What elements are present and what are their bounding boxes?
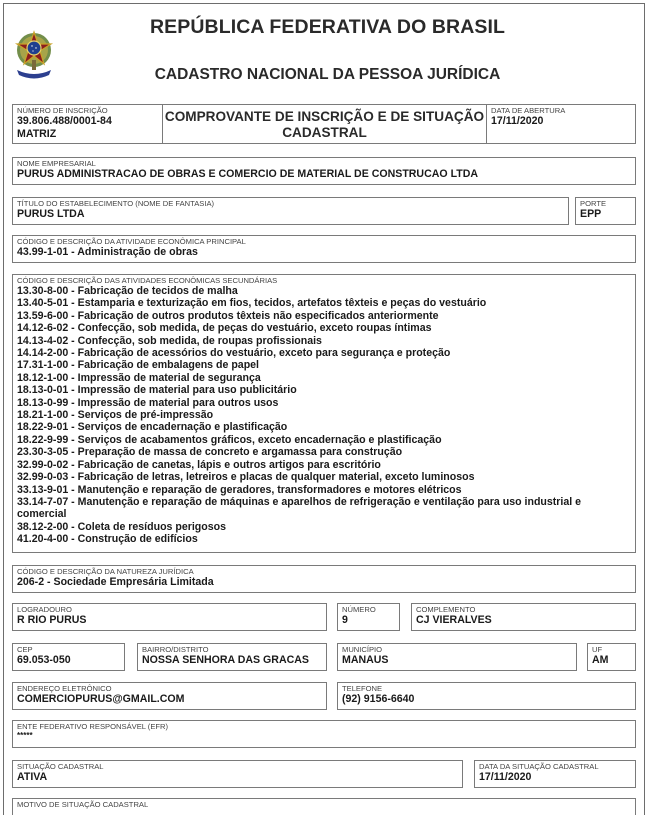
complemento-box [411, 603, 636, 631]
data-situacao-label: DATA DA SITUAÇÃO CADASTRAL [479, 762, 599, 771]
data-situacao-value: 17/11/2020 [479, 771, 532, 783]
atividade-secundaria-item: 13.40-5-01 - Estamparia e texturização em fios, tecidos, artefatos têxteis e peças do vestuário [17, 297, 487, 310]
bairro-box [137, 643, 327, 671]
inscricao-number: 39.806.488/0001-84 [17, 115, 112, 127]
numero-label: NÚMERO [342, 605, 376, 614]
complemento-value: CJ VIERALVES [416, 614, 492, 626]
telefone-value: (92) 9156-6640 [342, 693, 415, 705]
data-situacao-box [474, 760, 636, 788]
atividade-secundaria-item: 18.22-9-99 - Serviços de acabamentos gráficos, exceto encadernação e plastificação [17, 433, 442, 446]
porte-value: EPP [580, 208, 602, 220]
municipio-value: MANAUS [342, 654, 389, 666]
municipio-label: MUNICÍPIO [342, 645, 383, 654]
cep-value: 69.053-050 [17, 654, 71, 666]
complemento-label: COMPLEMENTO [416, 605, 476, 614]
logradouro-box [12, 603, 327, 631]
atividade-secundaria-item: 41.20-4-00 - Construção de edifícios [17, 533, 198, 546]
inscricao-label: NÚMERO DE INSCRIÇÃO [17, 106, 108, 115]
efr-box [12, 720, 636, 748]
abertura-label: DATA DE ABERTURA [491, 106, 566, 115]
email-box [12, 682, 327, 710]
atividade-secundaria-item: 13.59-6-00 - Fabricação de outros produtos têxteis não especificados anteriormente [17, 309, 439, 322]
motivo-label: MOTIVO DE SITUAÇÃO CADASTRAL [17, 800, 149, 809]
porte-box [575, 197, 636, 225]
atividade-secundaria-item: 18.12-1-00 - Impressão de material de segurança [17, 371, 261, 384]
comprovante-box [162, 104, 487, 144]
cep-box [12, 643, 125, 671]
natureza-juridica-box [12, 565, 636, 593]
telefone-box [337, 682, 636, 710]
atividades-secundarias-box [12, 274, 636, 553]
atividade-secundaria-item: 14.12-6-02 - Confecção, sob medida, de peças do vestuário, exceto roupas íntimas [17, 322, 432, 335]
atividade-secundaria-item: 32.99-0-02 - Fabricação de canetas, lápis e outros artigos para escritório [17, 458, 381, 471]
uf-box [587, 643, 636, 671]
abertura-date: 17/11/2020 [491, 115, 544, 127]
atividade-secundaria-item: 18.21-1-00 - Serviços de pré-impressão [17, 409, 214, 422]
atividade-principal-value: 43.99-1-01 - Administração de obras [17, 246, 198, 258]
logradouro-label: LOGRADOURO [17, 605, 72, 614]
atividade-secundaria-item: 18.22-9-01 - Serviços de encadernação e plastificação [17, 421, 288, 434]
atividade-secundaria-item: 38.12-2-00 - Coleta de resíduos perigosos [17, 520, 227, 533]
fantasia-box [12, 197, 569, 225]
email-label: ENDEREÇO ELETRÔNICO [17, 684, 112, 693]
atividade-secundaria-item: 13.30-8-00 - Fabricação de tecidos de malha [17, 285, 238, 297]
inscricao-box [12, 104, 163, 144]
atividade-secundaria-item: 14.13-4-02 - Confecção, sob medida, de roupas profissionais [17, 334, 322, 347]
logradouro-value: R RIO PURUS [17, 614, 87, 626]
atividades-secundarias-label: CÓDIGO E DESCRIÇÃO DAS ATIVIDADES ECONÔMICAS SECUNDÁRIAS [17, 276, 278, 285]
natureza-juridica-label: CÓDIGO E DESCRIÇÃO DA NATUREZA JURÍDICA [17, 567, 194, 576]
efr-value: ***** [17, 731, 33, 740]
email-value: COMERCIOPURUS@GMAIL.COM [17, 693, 185, 705]
motivo-box [12, 798, 636, 815]
fantasia-value: PURUS LTDA [17, 208, 85, 220]
inscricao-type: MATRIZ [17, 127, 57, 140]
atividade-secundaria-item: 33.13-9-01 - Manutenção e reparação de geradores, transformadores e motores elétricos [17, 483, 462, 496]
nome-empresarial-box [12, 157, 636, 185]
comprovante-title-line2: CADASTRAL [282, 125, 367, 140]
fantasia-label: TÍTULO DO ESTABELECIMENTO (NOME DE FANTASIA) [17, 199, 215, 208]
situacao-value: ATIVA [17, 771, 48, 783]
atividade-secundaria-item: 18.13-0-99 - Impressão de material para outros usos [17, 396, 279, 409]
atividade-secundaria-item: 14.14-2-00 - Fabricação de acessórios do vestuário, exceto para segurança e proteção [17, 347, 451, 360]
nome-empresarial-label: NOME EMPRESARIAL [17, 159, 96, 168]
uf-label: UF [592, 645, 603, 654]
cep-label: CEP [17, 645, 33, 654]
nome-empresarial-value: PURUS ADMINISTRACAO DE OBRAS E COMERCIO DE MATERIAL DE CONSTRUCAO LTDA [17, 168, 479, 180]
uf-value: AM [592, 654, 609, 666]
telefone-label: TELEFONE [342, 684, 383, 693]
atividade-principal-box [12, 235, 636, 263]
bairro-value: NOSSA SENHORA DAS GRACAS [142, 654, 309, 666]
atividade-secundaria-item: 17.31-1-00 - Fabricação de embalagens de papel [17, 359, 259, 372]
atividade-secundaria-item: 32.99-0-03 - Fabricação de letras, letreiros e placas de qualquer material, exceto luminosos [17, 471, 475, 484]
atividade-secundaria-item: 23.30-3-05 - Preparação de massa de concreto e argamassa para construção [17, 446, 403, 459]
situacao-label: SITUAÇÃO CADASTRAL [17, 762, 104, 771]
abertura-box [486, 104, 636, 144]
page-subtitle: CADASTRO NACIONAL DA PESSOA JURÍDICA [154, 66, 501, 83]
page-title: REPÚBLICA FEDERATIVA DO BRASIL [149, 16, 506, 38]
efr-label: ENTE FEDERATIVO RESPONSÁVEL (EFR) [17, 722, 169, 731]
atividade-principal-label: CÓDIGO E DESCRIÇÃO DA ATIVIDADE ECONÔMICA PRINCIPAL [17, 237, 246, 246]
numero-value: 9 [342, 614, 348, 626]
atividade-secundaria-item: 33.14-7-07 - Manutenção e reparação de máquinas e aparelhos de refrigeração e ventilação para uso industrial e comercial [17, 495, 582, 521]
natureza-juridica-value: 206-2 - Sociedade Empresária Limitada [17, 576, 214, 588]
bairro-label: BAIRRO/DISTRITO [142, 645, 209, 654]
municipio-box [337, 643, 577, 671]
situacao-box [12, 760, 463, 788]
atividade-secundaria-item: 18.13-0-01 - Impressão de material para uso publicitário [17, 384, 297, 397]
porte-label: PORTE [580, 199, 607, 208]
comprovante-title-line1: COMPROVANTE DE INSCRIÇÃO E DE SITUAÇÃO [164, 109, 485, 124]
numero-box [337, 603, 400, 631]
